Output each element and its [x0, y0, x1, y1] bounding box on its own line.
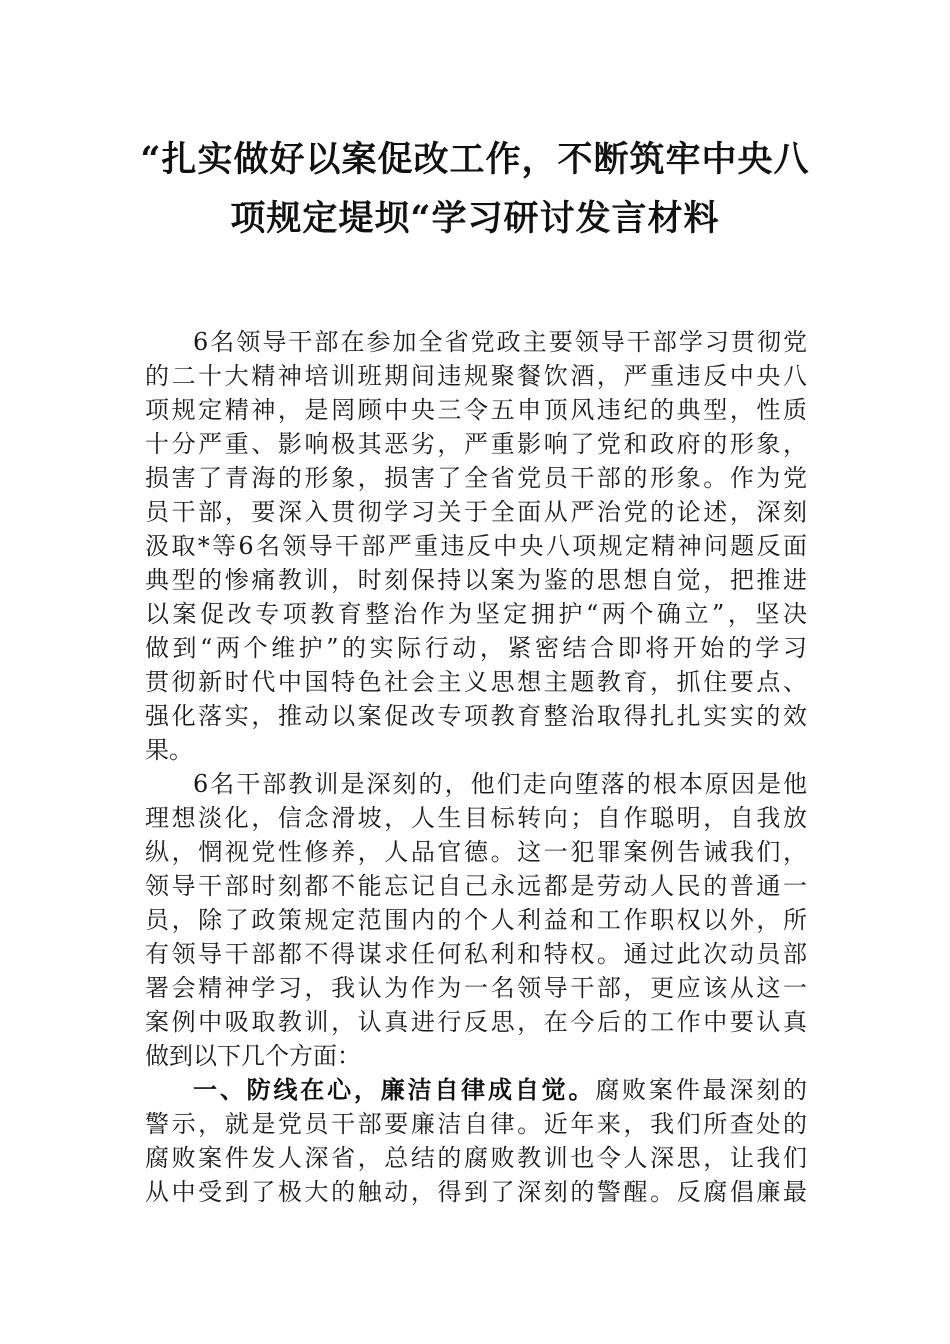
- document-title: [100, 130, 850, 248]
- title-line-1: “扎实做好以案促改工作，不断筑牢中央八: [140, 139, 810, 180]
- section-heading-rest: 腐败案件最深刻的: [595, 1076, 808, 1104]
- body-line: 典型的惨痛教训，时刻保持以案为鉴的思想自觉，把推进: [145, 566, 807, 594]
- paragraph-3: [145, 1073, 807, 1209]
- body-line: 领导干部时刻都不能忘记自己永远都是劳动人民的普通一: [145, 872, 807, 900]
- body-line: 警示，就是党员干部要廉洁自律。近年来，我们所查处的: [145, 1110, 807, 1138]
- paragraph-1: [145, 325, 807, 767]
- document-body: [145, 325, 807, 1209]
- body-line: 做到以下几个方面：: [145, 1042, 361, 1070]
- body-line: 署会精神学习，我认为作为一名领导干部，更应该从这一: [145, 974, 807, 1002]
- body-line: 损害了青海的形象，损害了全省党员干部的形象。作为党: [145, 464, 807, 492]
- section-heading: 一、防线在心，廉洁自律成自觉。: [193, 1075, 596, 1104]
- body-line: 从中受到了极大的触动，得到了深刻的警醒。反腐倡廉最: [145, 1178, 807, 1206]
- body-line: 果。: [145, 736, 193, 764]
- body-line: 腐败案件发人深省，总结的腐败教训也令人深思，让我们: [145, 1144, 807, 1172]
- body-line: 项规定精神，是罔顾中央三令五申顶风违纪的典型，性质: [145, 396, 807, 424]
- body-line: 有领导干部都不得谋求任何私利和特权。通过此次动员部: [145, 940, 807, 968]
- title-line-2: 项规定堤坝“学习研讨发言材料: [230, 198, 720, 239]
- body-line: 纵，惘视党性修养，人品官德。这一犯罪案例告诫我们，: [145, 838, 807, 866]
- body-line: 的二十大精神培训班期间违规聚餐饮酒，严重违反中央八: [145, 362, 807, 390]
- body-line: 员干部，要深入贯彻学习关于全面从严治党的论述，深刻: [145, 498, 807, 526]
- body-line: 汲取*等6名领导干部严重违反中央八项规定精神问题反面: [145, 532, 807, 560]
- paragraph-2: [145, 767, 807, 1073]
- body-line: 6名干部教训是深刻的，他们走向堕落的根本原因是他: [193, 770, 807, 798]
- body-line: 理想淡化，信念滑坡，人生目标转向；自作聪明，自我放: [145, 804, 807, 832]
- body-line: 以案促改专项教育整治作为坚定拥护“两个确立”，坚决: [145, 600, 807, 628]
- body-line: 十分严重、影响极其恶劣，严重影响了党和政府的形象，: [145, 430, 807, 458]
- body-line: 做到“两个维护”的实际行动，紧密结合即将开始的学习: [145, 634, 807, 662]
- body-line: 员，除了政策规定范围内的个人利益和工作职权以外，所: [145, 906, 807, 934]
- body-line: 强化落实，推动以案促改专项教育整治取得扎扎实实的效: [145, 702, 807, 730]
- body-line: [145, 1073, 807, 1107]
- body-line: 案例中吸取教训，认真进行反思，在今后的工作中要认真: [145, 1008, 807, 1036]
- body-line: 贯彻新时代中国特色社会主义思想主题教育，抓住要点、: [145, 668, 807, 696]
- body-line: 6名领导干部在参加全省党政主要领导干部学习贯彻党: [193, 328, 807, 356]
